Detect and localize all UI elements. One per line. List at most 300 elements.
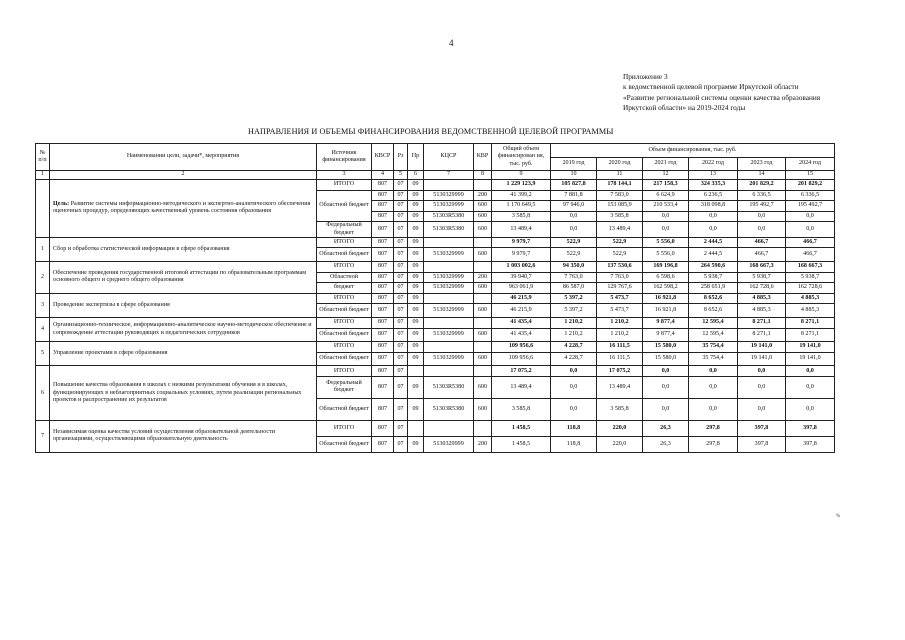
- cell-kvsr: 807: [372, 248, 394, 262]
- cell-pr: 09: [408, 211, 424, 222]
- index-cell: 15: [786, 171, 835, 180]
- cell-year-value: 0,0: [738, 222, 786, 237]
- cell-pr: 09: [408, 272, 424, 283]
- cell-kvsr: 807: [372, 261, 394, 272]
- cell-year-value: 466,7: [738, 248, 786, 262]
- cell-total: 46 215,9: [492, 304, 551, 318]
- cell-kvsr: 807: [372, 222, 394, 237]
- cell-year-value: 16 921,8: [643, 293, 689, 304]
- index-cell: 3: [317, 171, 372, 180]
- cell-year-value: 129 767,6: [597, 283, 643, 294]
- cell-kvsr: 807: [372, 420, 394, 436]
- cell-year-value: 6 236,5: [689, 190, 738, 201]
- cell-total: 13 489,4: [492, 376, 551, 398]
- cell-source: бюджет: [317, 283, 372, 294]
- cell-source: Областной бюджет: [317, 304, 372, 318]
- cell-year-value: 9 877,4: [643, 328, 689, 342]
- cell-year-value: 19 141,0: [738, 352, 786, 366]
- cell-year-value: 17 075,2: [597, 366, 643, 377]
- cell-year-value: 35 754,4: [689, 352, 738, 366]
- cell-year-value: 8 271,1: [738, 328, 786, 342]
- cell-kvsr: 807: [372, 293, 394, 304]
- cell-pr: [408, 366, 424, 377]
- cell-year-value: 201 829,2: [786, 180, 835, 191]
- cell-rz: 07: [394, 376, 408, 398]
- index-cell: 2: [50, 171, 317, 180]
- cell-kcsr: 5130329999: [424, 352, 474, 366]
- cell-year-value: 169 196,8: [643, 261, 689, 272]
- cell-kvr: 600: [474, 211, 492, 222]
- cell-rz: 07: [394, 420, 408, 436]
- header-year: 2023 год: [738, 157, 786, 171]
- cell-year-value: 297,8: [689, 420, 738, 436]
- cell-kcsr: [424, 342, 474, 353]
- cell-source: Областной бюджет: [317, 248, 372, 262]
- cell-kcsr: [424, 261, 474, 272]
- index-cell: 12: [643, 171, 689, 180]
- cell-year-value: 13 489,4: [597, 376, 643, 398]
- cell-year-value: 8 271,1: [738, 317, 786, 328]
- index-cell: 4: [372, 171, 394, 180]
- cell-total: 41 435,4: [492, 317, 551, 328]
- cell-year-value: 162 728,6: [738, 283, 786, 294]
- cell-year-value: 7 763,0: [597, 272, 643, 283]
- cell-pr: 09: [408, 201, 424, 212]
- cell-kvsr: 807: [372, 272, 394, 283]
- cell-year-value: 4 885,3: [786, 304, 835, 318]
- cell-year-value: 162 598,2: [643, 283, 689, 294]
- cell-year-value: 324 335,3: [689, 180, 738, 191]
- header-kvsr: КВСР: [372, 144, 394, 171]
- cell-year-value: 5 556,0: [643, 237, 689, 248]
- cell-kvsr: 807: [372, 201, 394, 212]
- cell-year-value: 6 336,5: [786, 190, 835, 201]
- cell-rz: 07: [394, 293, 408, 304]
- cell-year-value: 1 210,2: [551, 317, 597, 328]
- cell-year-value: 0,0: [786, 398, 835, 420]
- cell-kcsr: 5130329999: [424, 304, 474, 318]
- cell-rz: 07: [394, 190, 408, 201]
- task-name-cell: Проведение экспертизы в сфере образования: [50, 293, 317, 317]
- cell-kvr: [474, 180, 492, 191]
- index-cell: 6: [408, 171, 424, 180]
- cell-year-value: 522,9: [551, 248, 597, 262]
- cell-rz: 07: [394, 272, 408, 283]
- cell-kvsr: 807: [372, 237, 394, 248]
- cell-rz: 07: [394, 201, 408, 212]
- cell-rz: 07: [394, 366, 408, 377]
- cell-year-value: 5 938,7: [738, 272, 786, 283]
- task-name-cell: Организационно-техническое, информационно-аналитическое научно-методическое обеспечение и сопровождение аттестации руководящих и педагогических сотрудников: [50, 317, 317, 341]
- cell-year-value: 0,0: [738, 398, 786, 420]
- table-row: [36, 293, 835, 304]
- cell-kcsr: 5130329999: [424, 328, 474, 342]
- header-year: 2021 год: [643, 157, 689, 171]
- cell-source: ИТОГО: [317, 317, 372, 328]
- index-cell: 14: [738, 171, 786, 180]
- cell-kvr: 600: [474, 376, 492, 398]
- cell-rz: 07: [394, 328, 408, 342]
- cell-total: 109 956,6: [492, 342, 551, 353]
- cell-year-value: 5 473,7: [597, 304, 643, 318]
- cell-kvsr: 807: [372, 283, 394, 294]
- cell-source: Федеральный бюджет: [317, 222, 372, 237]
- cell-pr: 09: [408, 376, 424, 398]
- cell-kcsr: [424, 180, 474, 191]
- cell-year-value: 0,0: [551, 366, 597, 377]
- cell-year-value: 6 624,9: [643, 190, 689, 201]
- cell-kcsr: 5130329999: [424, 283, 474, 294]
- header-year: 2022 год: [689, 157, 738, 171]
- goal-num-cell: [36, 180, 50, 238]
- cell-pr: 09: [408, 283, 424, 294]
- cell-year-value: 15 580,0: [643, 342, 689, 353]
- cell-total: 1 458,5: [492, 420, 551, 436]
- cell-total: 17 075,2: [492, 366, 551, 377]
- cell-kvr: 600: [474, 328, 492, 342]
- cell-year-value: 7 881,8: [551, 190, 597, 201]
- cell-year-value: 9 877,4: [643, 317, 689, 328]
- cell-pr: 09: [408, 237, 424, 248]
- cell-kvr: 600: [474, 248, 492, 262]
- cell-year-value: 522,9: [597, 237, 643, 248]
- cell-total: 3 585,8: [492, 398, 551, 420]
- cell-year-value: 5 397,2: [551, 304, 597, 318]
- cell-year-value: 8 271,1: [786, 328, 835, 342]
- header-year: 2019 год: [551, 157, 597, 171]
- cell-year-value: 1 210,2: [597, 317, 643, 328]
- cell-year-value: 7 583,0: [597, 190, 643, 201]
- cell-year-value: 0,0: [643, 398, 689, 420]
- cell-pr: [408, 420, 424, 436]
- cell-year-value: 0,0: [551, 222, 597, 237]
- cell-rz: 07: [394, 398, 408, 420]
- cell-year-value: 0,0: [786, 211, 835, 222]
- cell-kvsr: 807: [372, 352, 394, 366]
- index-cell: 1: [36, 171, 50, 180]
- cell-year-value: 258 651,9: [689, 283, 738, 294]
- cell-year-value: 0,0: [786, 366, 835, 377]
- task-num-cell: 3: [36, 293, 50, 317]
- cell-year-value: 0,0: [738, 376, 786, 398]
- cell-kvsr: 807: [372, 190, 394, 201]
- cell-year-value: 118,8: [551, 436, 597, 452]
- appendix-line-2: к ведомственной целевой программе Иркутской области «Развитие региональной системы оценки качества образования Иркутской области» на 2019-2024 годы: [623, 82, 821, 112]
- cell-pr: 09: [408, 436, 424, 452]
- cell-source: ИТОГО: [317, 237, 372, 248]
- margin-mark: %: [836, 514, 841, 519]
- cell-year-value: 94 350,0: [551, 261, 597, 272]
- cell-year-value: 13 489,4: [597, 222, 643, 237]
- cell-kvsr: 807: [372, 436, 394, 452]
- cell-kvsr: 807: [372, 342, 394, 353]
- goal-name-cell: [50, 180, 317, 238]
- cell-year-value: 2 444,5: [689, 248, 738, 262]
- cell-pr: 09: [408, 293, 424, 304]
- cell-source: Областной: [317, 272, 372, 283]
- table-row: [36, 237, 835, 248]
- cell-kvr: 600: [474, 304, 492, 318]
- cell-year-value: 217 158,3: [643, 180, 689, 191]
- cell-source: Областной бюджет: [317, 352, 372, 366]
- cell-year-value: 0,0: [786, 222, 835, 237]
- cell-source: Областной бюджет: [317, 398, 372, 420]
- cell-year-value: 4 885,3: [738, 293, 786, 304]
- cell-pr: 09: [408, 180, 424, 191]
- cell-kvsr: 807: [372, 398, 394, 420]
- cell-rz: 07: [394, 237, 408, 248]
- cell-year-value: 3 585,8: [597, 211, 643, 222]
- cell-kvr: 600: [474, 283, 492, 294]
- task-name-cell: Сбор и обработка статистической информации в сфере образования: [50, 237, 317, 261]
- cell-rz: 07: [394, 261, 408, 272]
- cell-year-value: 0,0: [643, 222, 689, 237]
- task-name-cell: Повышение качества образования в школах с низкими результатами обучения и в школах, функционирующих в неблагоприятных социальных условиях, путем реализации региональных проектов и распространение их результатов: [50, 366, 317, 421]
- cell-kvr: 600: [474, 352, 492, 366]
- index-cell: 11: [597, 171, 643, 180]
- cell-kcsr: [424, 317, 474, 328]
- cell-year-value: 1 210,2: [597, 328, 643, 342]
- cell-rz: 07: [394, 352, 408, 366]
- cell-year-value: 19 141,0: [786, 342, 835, 353]
- header-kcsr: КЦСР: [424, 144, 474, 171]
- header-source: Источник финансирования: [317, 144, 372, 171]
- cell-year-value: 0,0: [551, 376, 597, 398]
- page-number: 4: [449, 38, 454, 48]
- cell-kcsr: 5130329999: [424, 190, 474, 201]
- cell-year-value: 3 585,8: [597, 398, 643, 420]
- cell-year-value: 397,8: [786, 420, 835, 436]
- cell-pr: 09: [408, 352, 424, 366]
- cell-year-value: 86 587,0: [551, 283, 597, 294]
- cell-kvr: [474, 317, 492, 328]
- cell-year-value: 26,3: [643, 420, 689, 436]
- cell-year-value: 522,9: [597, 248, 643, 262]
- index-cell: 5: [394, 171, 408, 180]
- cell-kcsr: [424, 237, 474, 248]
- task-num-cell: 2: [36, 261, 50, 293]
- cell-source: ИТОГО: [317, 420, 372, 436]
- cell-kvr: 600: [474, 201, 492, 212]
- cell-year-value: 397,8: [786, 436, 835, 452]
- cell-total: 9 979,7: [492, 248, 551, 262]
- cell-year-value: 105 827,8: [551, 180, 597, 191]
- cell-year-value: 0,0: [738, 211, 786, 222]
- cell-pr: 09: [408, 261, 424, 272]
- cell-source: Областной бюджет: [317, 328, 372, 342]
- cell-year-value: 153 085,9: [597, 201, 643, 212]
- cell-year-value: 162 728,6: [786, 283, 835, 294]
- header-name: Наименовании цели, задачи*, мероприятия: [50, 144, 317, 171]
- cell-year-value: 16 921,8: [643, 304, 689, 318]
- cell-rz: 07: [394, 283, 408, 294]
- cell-year-value: 178 144,1: [597, 180, 643, 191]
- cell-year-value: 466,7: [786, 248, 835, 262]
- cell-pr: 09: [408, 317, 424, 328]
- table-row: [36, 317, 835, 328]
- cell-kcsr: 5130329999: [424, 201, 474, 212]
- cell-kcsr: [424, 420, 474, 436]
- cell-source: Федеральный бюджет: [317, 376, 372, 398]
- cell-year-value: 16 111,5: [597, 342, 643, 353]
- cell-year-value: 0,0: [551, 211, 597, 222]
- cell-year-value: 0,0: [689, 376, 738, 398]
- financing-table: [35, 143, 835, 453]
- cell-year-value: 6 336,5: [738, 190, 786, 201]
- header-kvr: КВР: [474, 144, 492, 171]
- cell-year-value: 12 595,4: [689, 328, 738, 342]
- cell-year-value: 466,7: [738, 237, 786, 248]
- column-index-row: [36, 171, 835, 180]
- cell-year-value: 397,8: [738, 420, 786, 436]
- cell-kvr: 600: [474, 398, 492, 420]
- header-rz: Рз: [394, 144, 408, 171]
- cell-source: ИТОГО: [317, 293, 372, 304]
- document-title: НАПРАВЛЕНИЯ И ОБЪЕМЫ ФИНАНСИРОВАНИЯ ВЕДОМСТВЕННОЙ ЦЕЛЕВОЙ ПРОГРАММЫ: [248, 127, 614, 136]
- cell-year-value: 0,0: [738, 366, 786, 377]
- cell-kvsr: 807: [372, 304, 394, 318]
- cell-kvr: [474, 420, 492, 436]
- cell-year-value: 97 946,0: [551, 201, 597, 212]
- cell-kvr: [474, 261, 492, 272]
- cell-year-value: 0,0: [643, 376, 689, 398]
- goal-text: Развитие системы информационно-методического и экспертно-аналитического обеспечения оценочных процедур, определяющих качественный уровень состояния образования: [53, 201, 311, 215]
- cell-year-value: 201 829,2: [738, 180, 786, 191]
- index-cell: 8: [474, 171, 492, 180]
- cell-year-value: 6 598,6: [643, 272, 689, 283]
- cell-total: 1 229 123,9: [492, 180, 551, 191]
- cell-year-value: 0,0: [689, 222, 738, 237]
- cell-year-value: 0,0: [786, 376, 835, 398]
- cell-total: 41 399,2: [492, 190, 551, 201]
- index-cell: 10: [551, 171, 597, 180]
- cell-year-value: 16 111,5: [597, 352, 643, 366]
- cell-year-value: 19 141,0: [786, 352, 835, 366]
- cell-rz: 07: [394, 222, 408, 237]
- task-num-cell: 1: [36, 237, 50, 261]
- cell-year-value: 168 667,3: [738, 261, 786, 272]
- cell-year-value: 0,0: [643, 211, 689, 222]
- cell-year-value: 297,8: [689, 436, 738, 452]
- cell-rz: 07: [394, 436, 408, 452]
- cell-year-value: 1 210,2: [551, 328, 597, 342]
- cell-rz: 07: [394, 342, 408, 353]
- cell-year-value: 466,7: [786, 237, 835, 248]
- cell-year-value: 5 938,7: [689, 272, 738, 283]
- cell-year-value: 0,0: [689, 398, 738, 420]
- cell-source: ИТОГО: [317, 180, 372, 191]
- cell-pr: 09: [408, 304, 424, 318]
- cell-kvr: [474, 293, 492, 304]
- cell-year-value: 4 885,3: [786, 293, 835, 304]
- cell-total: 46 215,9: [492, 293, 551, 304]
- cell-year-value: 5 556,0: [643, 248, 689, 262]
- cell-year-value: 220,0: [597, 436, 643, 452]
- cell-kcsr: 5130329999: [424, 248, 474, 262]
- cell-kcsr: 5130329999: [424, 272, 474, 283]
- cell-kvsr: 807: [372, 366, 394, 377]
- cell-total: 39 940,7: [492, 272, 551, 283]
- index-cell: 9: [492, 171, 551, 180]
- cell-year-value: 35 754,4: [689, 342, 738, 353]
- cell-year-value: 0,0: [551, 398, 597, 420]
- cell-kvsr: 807: [372, 317, 394, 328]
- table-row: [36, 261, 835, 272]
- cell-kcsr: 5130329999: [424, 436, 474, 452]
- header-volume: Объем финансирования, тыс. руб.: [551, 144, 835, 158]
- cell-year-value: 8 652,6: [689, 293, 738, 304]
- cell-total: 3 585,8: [492, 211, 551, 222]
- cell-rz: 07: [394, 304, 408, 318]
- header-num: № п/п: [36, 144, 50, 171]
- cell-pr: 09: [408, 222, 424, 237]
- cell-pr: 09: [408, 248, 424, 262]
- goal-label: Цель:: [53, 201, 70, 208]
- cell-kvsr: 807: [372, 328, 394, 342]
- index-cell: 13: [689, 171, 738, 180]
- cell-total: 13 489,4: [492, 222, 551, 237]
- cell-source: Областной бюджет: [317, 190, 372, 222]
- cell-kcsr: 51303R5380: [424, 398, 474, 420]
- cell-kvsr: 807: [372, 376, 394, 398]
- cell-pr: 09: [408, 328, 424, 342]
- header-total: Общий объем финансирован ия, тыс. руб.: [492, 144, 551, 171]
- cell-total: 1 458,5: [492, 436, 551, 452]
- cell-total: 1 170 649,5: [492, 201, 551, 212]
- table-row: [36, 342, 835, 353]
- cell-kvsr: 807: [372, 180, 394, 191]
- task-num-cell: 5: [36, 342, 50, 366]
- cell-rz: 07: [394, 211, 408, 222]
- cell-rz: 07: [394, 180, 408, 191]
- cell-year-value: 15 580,0: [643, 352, 689, 366]
- cell-year-value: 12 595,4: [689, 317, 738, 328]
- cell-year-value: 0,0: [689, 211, 738, 222]
- header-pr: Пр: [408, 144, 424, 171]
- cell-year-value: 26,3: [643, 436, 689, 452]
- cell-source: Областной бюджет: [317, 436, 372, 452]
- cell-kvr: [474, 237, 492, 248]
- cell-kcsr: [424, 293, 474, 304]
- cell-pr: 09: [408, 398, 424, 420]
- task-num-cell: 7: [36, 420, 50, 452]
- cell-year-value: 5 938,7: [786, 272, 835, 283]
- cell-kvr: 200: [474, 190, 492, 201]
- cell-rz: 07: [394, 317, 408, 328]
- cell-year-value: 195 492,7: [786, 201, 835, 212]
- task-name-cell: Управление проектами в сфере образования: [50, 342, 317, 366]
- table-row: [36, 180, 835, 191]
- financing-table-body: [36, 144, 835, 453]
- cell-year-value: 318 098,8: [689, 201, 738, 212]
- cell-pr: 09: [408, 342, 424, 353]
- cell-source: ИТОГО: [317, 366, 372, 377]
- task-name-cell: Обеспечение проведения государственной итоговой аттестации по образовательным программам основного общего и среднего общего образования: [50, 261, 317, 293]
- cell-total: 963 061,9: [492, 283, 551, 294]
- appendix-line-1: Приложение 3: [623, 72, 668, 81]
- cell-kvr: [474, 342, 492, 353]
- cell-year-value: 168 667,3: [786, 261, 835, 272]
- table-row: [36, 366, 835, 377]
- cell-kvr: 600: [474, 222, 492, 237]
- cell-year-value: 5 397,2: [551, 293, 597, 304]
- cell-kvr: [474, 366, 492, 377]
- cell-kvr: 200: [474, 436, 492, 452]
- cell-kvsr: 807: [372, 211, 394, 222]
- cell-year-value: 5 473,7: [597, 293, 643, 304]
- cell-total: 1 003 002,6: [492, 261, 551, 272]
- cell-year-value: 2 444,5: [689, 237, 738, 248]
